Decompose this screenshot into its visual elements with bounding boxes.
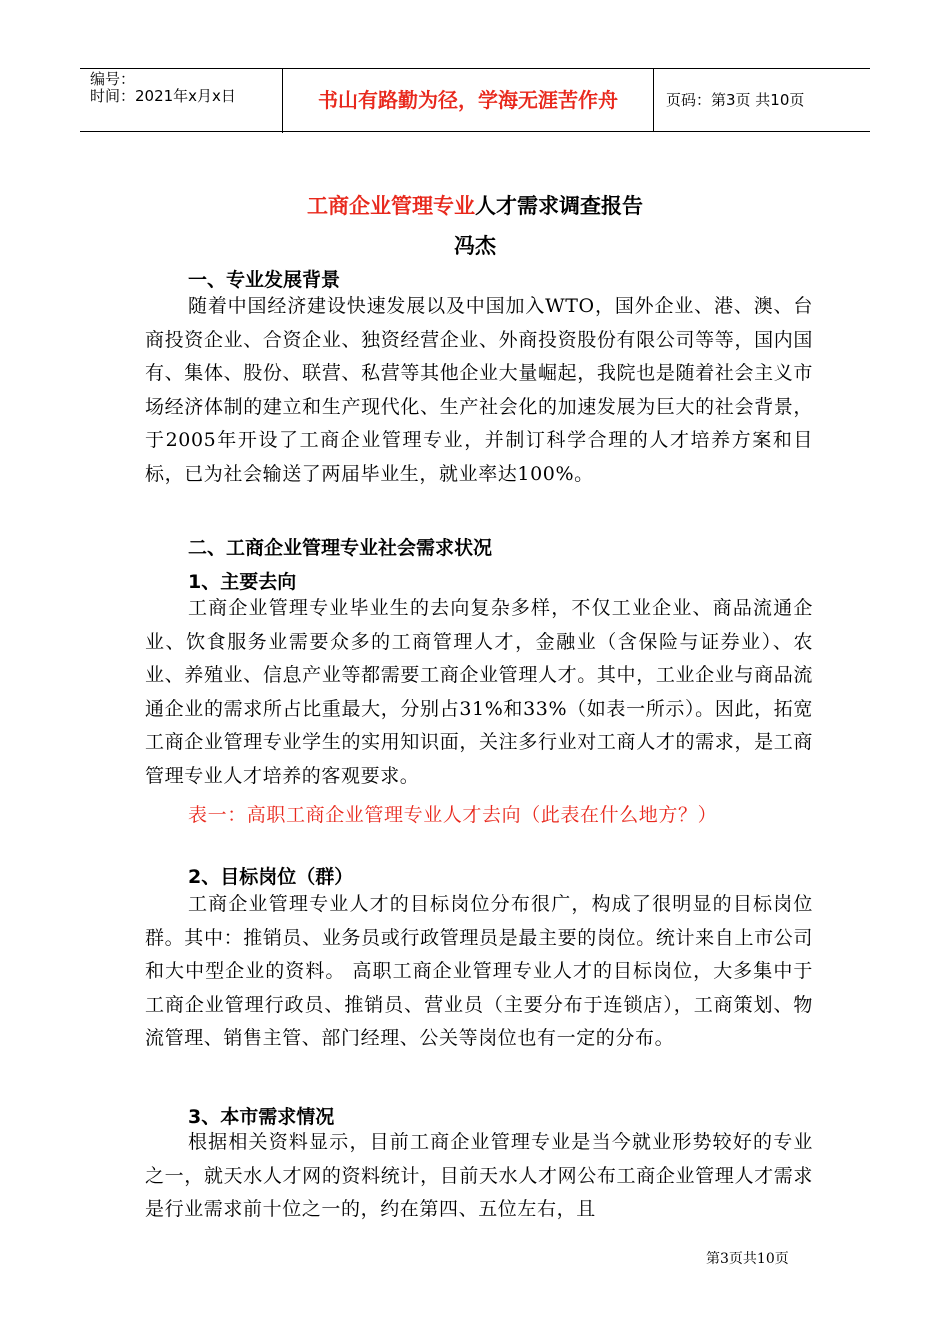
table-caption-note: 表一：高职工商企业管理专业人才去向（此表在什么地方？） <box>188 804 718 826</box>
paragraph-target-jobs: 工商企业管理专业人才的目标岗位分布很广，构成了很明显的目标岗位群。其中：推销员、业务员或行政管理员是最主要的岗位。统计来自上市公司和大中型企业的资料。 高职工商企业管理专业人才的目标岗位，大多集中于工商企业管理行政员、推销员、营业员（主要分布于连锁店），工商策划、物流管理、销售主管、部门经理、公关等岗位也有一定的分布。 <box>145 893 813 1049</box>
paragraph-local-demand: 根据相关资料显示，目前工商企业管理专业是当今就业形势较好的专业之一，就天水人才网的资料统计，目前天水人才网公布工商企业管理人才需求是行业需求前十位之一的，约在第四、五位左右，且 <box>145 1131 813 1220</box>
section-heading-2: 二、工商企业管理专业社会需求状况 <box>188 537 493 559</box>
time-label: 时间：2021年x月x日 <box>90 87 236 105</box>
page-header <box>80 68 870 132</box>
title-black-part: 人才需求调查报告 <box>475 194 643 218</box>
title-red-part: 工商企业管理专业 <box>307 194 475 218</box>
document-title <box>0 190 950 220</box>
number-label: 编号： <box>90 70 136 88</box>
header-page-number: 页码：第3页 共10页 <box>666 91 805 109</box>
paragraph-destination: 工商企业管理专业毕业生的去向复杂多样，不仅工业企业、商品流通企业、饮食服务业需要众多的工商管理人才，金融业（含保险与证券业）、农业、养殖业、信息产业等都需要工商企业管理人才。其中，工业企业与商品流通企业的需求所占比重最大，分别占31%和33%（如表一所示）。因此，拓宽工商企业管理专业学生的实用知识面，关注多行业对工商人才的需求，是工商管理专业人才培养的客观要求。 <box>145 597 813 787</box>
author-name: 冯杰 <box>454 234 496 258</box>
subsection-heading-destination: 1、主要去向 <box>188 571 297 593</box>
section-heading-1: 一、专业发展背景 <box>188 269 341 291</box>
subsection-heading-local-demand: 3、本市需求情况 <box>188 1106 335 1128</box>
header-meta <box>80 69 283 133</box>
header-motto: 书山有路勤为径，学海无涯苦作舟 <box>283 69 654 131</box>
subsection-heading-target-jobs: 2、目标岗位（群） <box>188 866 354 888</box>
page-footer: 第3页共10页 <box>706 1251 789 1267</box>
paragraph-background: 随着中国经济建设快速发展以及中国加入WTO，国外企业、港、澳、台商投资企业、合资企业、独资经营企业、外商投资股份有限公司等等，国内国有、集体、股份、联营、私营等其他企业大量崛起，我院也是随着社会主义市场经济体制的建立和生产现代化、生产社会化的加速发展为巨大的社会背景，于2005年开设了工商企业管理专业，并制订科学合理的人才培养方案和目标，已为社会输送了两届毕业生，就业率达100%。 <box>145 295 813 485</box>
